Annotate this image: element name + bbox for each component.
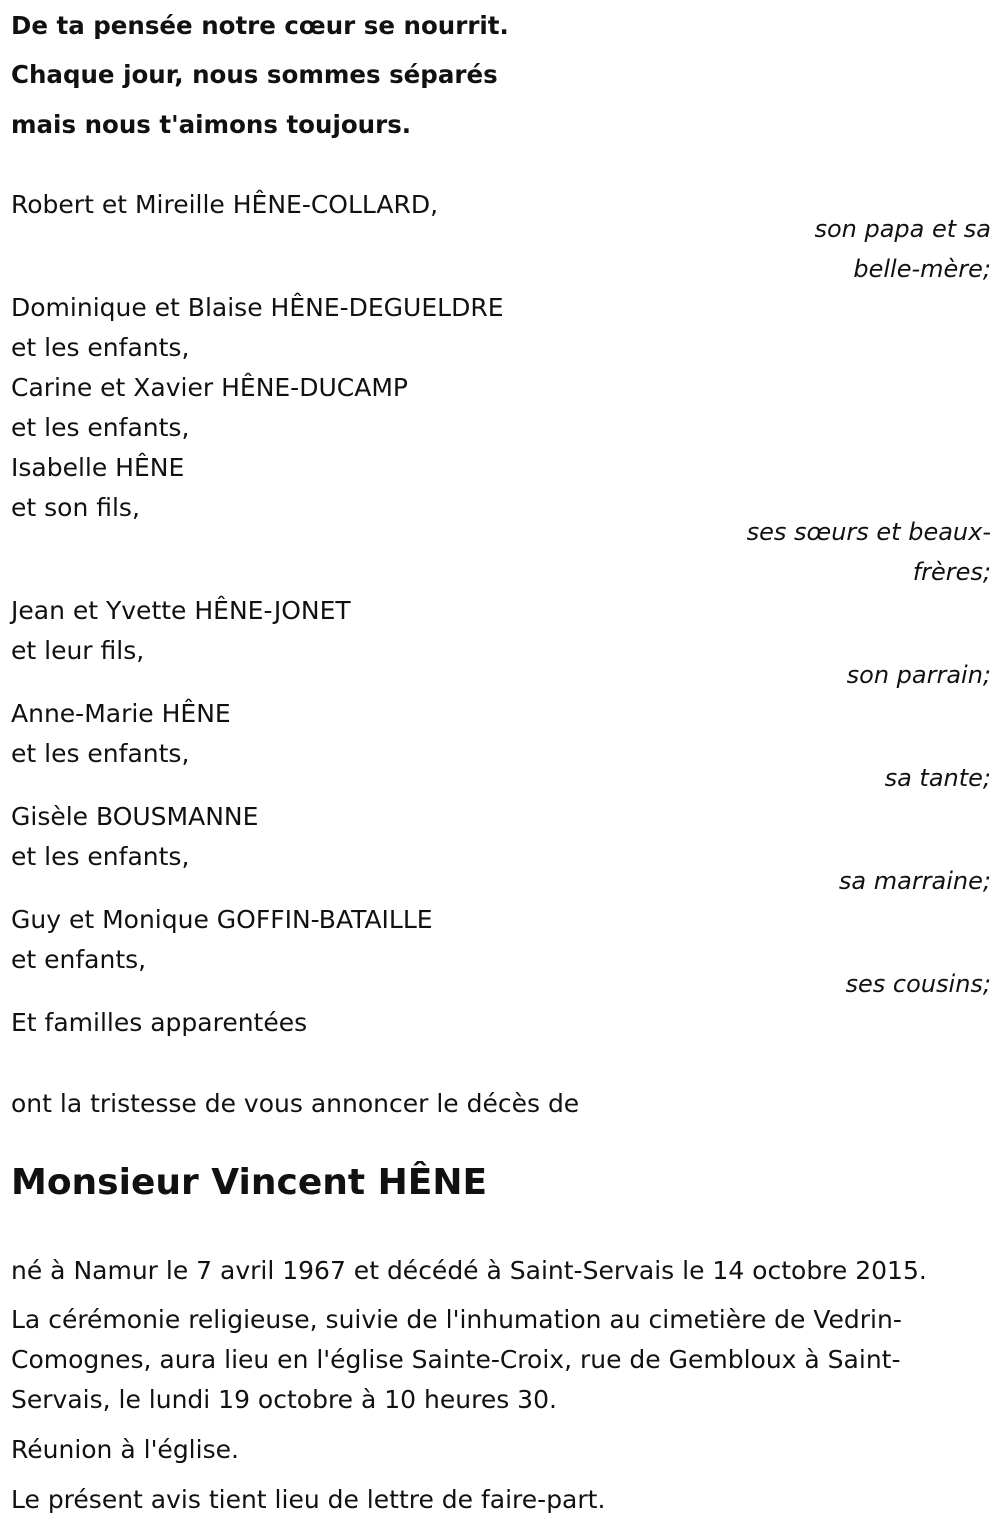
ceremony-line-2: Comognes, aura lieu en l'église Sainte-Croix, rue de Gembloux à Saint- — [11, 1345, 901, 1374]
families-related: Et familles apparentées — [11, 1008, 308, 1037]
family-line-enfants-3: et les enfants, — [11, 739, 190, 768]
poem-line-3: mais nous t'aimons toujours. — [11, 110, 412, 139]
family-name-guy: Guy et Monique GOFFIN-BATAILLE — [11, 905, 433, 934]
family-name-anne-marie: Anne-Marie HÊNE — [11, 699, 231, 728]
family-name-isabelle: Isabelle HÊNE — [11, 453, 185, 482]
poem-line-1: De ta pensée notre cœur se nourrit. — [11, 11, 509, 40]
relation-papa-2: belle-mère; — [853, 255, 991, 283]
relation-parrain: son parrain; — [846, 661, 991, 689]
family-line-leur-fils: et leur fils, — [11, 636, 145, 665]
family-line-enfants-1: et les enfants, — [11, 333, 190, 362]
family-name-dominique: Dominique et Blaise HÊNE-DEGUELDRE — [11, 293, 504, 322]
relation-cousins: ses cousins; — [845, 970, 991, 998]
relation-marraine: sa marraine; — [838, 867, 991, 895]
ceremony-line-3: Servais, le lundi 19 octobre à 10 heures 30. — [11, 1385, 557, 1414]
family-name-jean: Jean et Yvette HÊNE-JONET — [11, 596, 351, 625]
notice-text: Le présent avis tient lieu de lettre de faire-part. — [11, 1485, 606, 1514]
birth-death-text: né à Namur le 7 avril 1967 et décédé à Saint-Servais le 14 octobre 2015. — [11, 1256, 927, 1285]
family-line-enfants-5: et enfants, — [11, 945, 147, 974]
family-line-fils: et son fils, — [11, 493, 140, 522]
family-name-robert: Robert et Mireille HÊNE-COLLARD, — [11, 190, 439, 219]
meeting-text: Réunion à l'église. — [11, 1435, 239, 1464]
family-name-gisele: Gisèle BOUSMANNE — [11, 802, 259, 831]
family-name-carine: Carine et Xavier HÊNE-DUCAMP — [11, 373, 408, 402]
announcement-text: ont la tristesse de vous annoncer le décès de — [11, 1089, 580, 1118]
relation-soeurs-2: frères; — [912, 558, 991, 586]
relation-soeurs-1: ses sœurs et beaux- — [746, 518, 991, 546]
family-line-enfants-4: et les enfants, — [11, 842, 190, 871]
ceremony-line-1: La cérémonie religieuse, suivie de l'inhumation au cimetière de Vedrin- — [11, 1305, 902, 1334]
relation-tante: sa tante; — [884, 764, 991, 792]
relation-papa-1: son papa et sa — [814, 215, 991, 243]
deceased-name: Monsieur Vincent HÊNE — [11, 1162, 488, 1203]
family-line-enfants-2: et les enfants, — [11, 413, 190, 442]
poem-line-2: Chaque jour, nous sommes séparés — [11, 60, 498, 89]
